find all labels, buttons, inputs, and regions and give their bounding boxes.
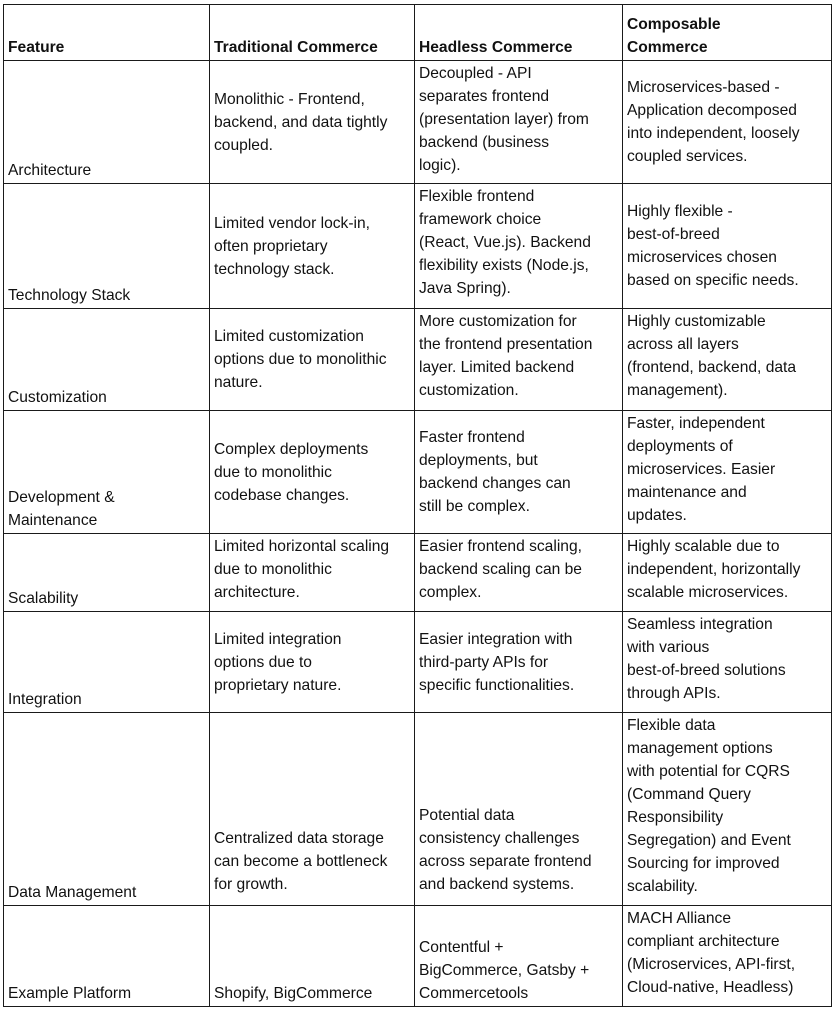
feature-cell: Integration [4, 612, 210, 713]
headless-cell: Faster frontend deployments, but backend changes can still be complex. [415, 411, 623, 534]
header-feature: Feature [4, 5, 210, 61]
feature-cell: Scalability [4, 534, 210, 612]
table-row [4, 61, 832, 184]
header-row [4, 5, 832, 61]
composable-cell: Faster, independent deployments of microservices. Easier maintenance and updates. [623, 411, 832, 534]
headless-cell: Potential data consistency challenges across separate frontend and backend systems. [415, 713, 623, 906]
traditional-cell: Limited horizontal scaling due to monolithic architecture. [210, 534, 415, 612]
headless-cell: Easier frontend scaling, backend scaling can be complex. [415, 534, 623, 612]
traditional-cell: Shopify, BigCommerce [210, 906, 415, 1007]
headless-cell: Easier integration with third-party APIs for specific functionalities. [415, 612, 623, 713]
table-row [4, 713, 832, 906]
table-row [4, 906, 832, 1007]
traditional-cell: Limited integration options due to proprietary nature. [210, 612, 415, 713]
feature-cell: Example Platform [4, 906, 210, 1007]
headless-cell: Flexible frontend framework choice (React, Vue.js). Backend flexibility exists (Node.js, Java Spring). [415, 184, 623, 309]
traditional-cell: Monolithic - Frontend, backend, and data tightly coupled. [210, 61, 415, 184]
headless-cell: Decoupled - API separates frontend (presentation layer) from backend (business logic). [415, 61, 623, 184]
composable-cell: Highly scalable due to independent, horizontally scalable microservices. [623, 534, 832, 612]
composable-cell: Highly flexible - best-of-breed microservices chosen based on specific needs. [623, 184, 832, 309]
table-row [4, 612, 832, 713]
composable-cell: Microservices-based - Application decomposed into independent, loosely coupled services. [623, 61, 832, 184]
composable-cell: Highly customizable across all layers (frontend, backend, data management). [623, 309, 832, 411]
table-row [4, 184, 832, 309]
composable-cell: Seamless integration with various best-of-breed solutions through APIs. [623, 612, 832, 713]
table-row [4, 534, 832, 612]
composable-cell: Flexible data management options with potential for CQRS (Command Query Responsibility Segregation) and Event Sourcing for improved scalability. [623, 713, 832, 906]
feature-cell: Data Management [4, 713, 210, 906]
feature-cell: Architecture [4, 61, 210, 184]
traditional-cell: Centralized data storage can become a bottleneck for growth. [210, 713, 415, 906]
traditional-cell: Limited customization options due to monolithic nature. [210, 309, 415, 411]
header-composable-commerce: Composable Commerce [623, 5, 832, 61]
feature-cell: Development & Maintenance [4, 411, 210, 534]
header-traditional-commerce: Traditional Commerce [210, 5, 415, 61]
table-row [4, 309, 832, 411]
header-headless-commerce: Headless Commerce [415, 5, 623, 61]
headless-cell: More customization for the frontend presentation layer. Limited backend customization. [415, 309, 623, 411]
composable-cell: MACH Alliance compliant architecture (Microservices, API-first, Cloud-native, Headless) [623, 906, 832, 1007]
headless-cell: Contentful + BigCommerce, Gatsby + Commercetools [415, 906, 623, 1007]
traditional-cell: Complex deployments due to monolithic codebase changes. [210, 411, 415, 534]
feature-cell: Customization [4, 309, 210, 411]
table-row [4, 411, 832, 534]
feature-cell: Technology Stack [4, 184, 210, 309]
traditional-cell: Limited vendor lock-in, often proprietary technology stack. [210, 184, 415, 309]
comparison-table [3, 4, 832, 1007]
